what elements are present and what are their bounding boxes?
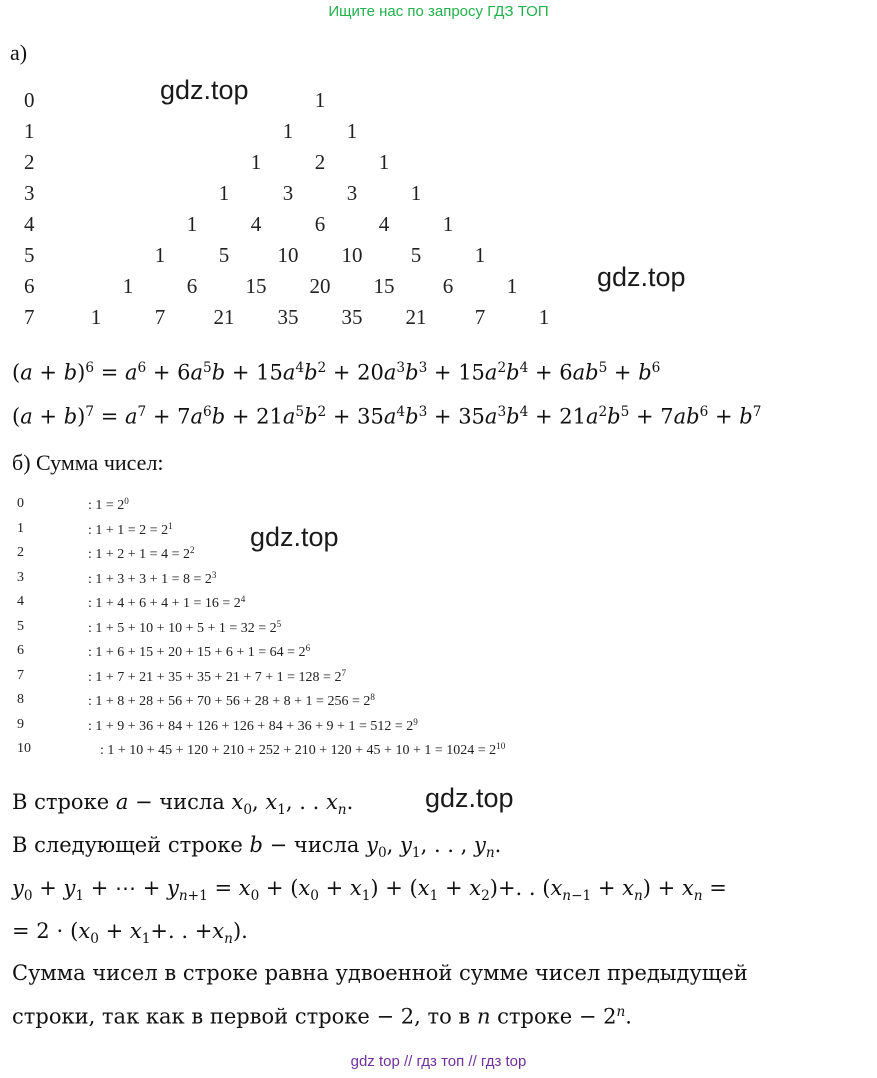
triangle-row-index: 2 xyxy=(24,150,35,174)
sum-row-index: 10 xyxy=(17,741,31,756)
sum-row-expression xyxy=(88,570,216,588)
triangle-row-index: 1 xyxy=(24,119,35,143)
watermark: gdz.top xyxy=(597,262,686,292)
sum-expression-text: : 1 + 5 + 10 + 10 + 5 + 1 = 32 = 2 xyxy=(88,620,277,636)
triangle-value: 5 xyxy=(410,243,422,267)
triangle-value: 35 xyxy=(341,305,363,329)
triangle-value: 7 xyxy=(474,305,486,329)
text-fragment: В следующей строке xyxy=(12,833,250,857)
triangle-row-index: 3 xyxy=(24,181,35,205)
triangle-row-index: 6 xyxy=(24,274,35,298)
triangle-row-index: 7 xyxy=(24,305,35,329)
sum-expression-text: : 1 + 7 + 21 + 35 + 35 + 21 + 7 + 1 = 128 = 2 xyxy=(88,669,342,685)
triangle-value: 4 xyxy=(250,212,262,236)
sum-row-index: 3 xyxy=(17,569,24,585)
triangle-row-index: 5 xyxy=(24,243,35,267)
triangle-row xyxy=(0,243,877,271)
triangle-row-index: 0 xyxy=(24,88,35,112)
triangle-value: 20 xyxy=(309,274,331,298)
watermark: gdz.top xyxy=(160,75,249,105)
triangle-value: 1 xyxy=(90,305,102,329)
conclusion-line-2: строки, так как в первой строке − 2, то в n строке − $2^n$. xyxy=(12,1004,632,1029)
triangle-row xyxy=(0,181,877,209)
sum-identity-line-1: $y_0 + y_1$ + ⋯ + $y_{n+1} = x_0 + (x_0 + x_1) + (x_1 + x_2)+$. . $(x_{n-1} + x_n) + x_n$ = xyxy=(12,876,727,904)
triangle-row xyxy=(0,150,877,178)
triangle-value: 6 xyxy=(442,274,454,298)
expansion-power-6: $(a + b)^6 = a^6 + 6a^5b + 15a^4b^2 + 20a^3b^3 + 15a^2b^4 + 6ab^5 + b^6$ xyxy=(12,360,661,385)
triangle-value: 6 xyxy=(186,274,198,298)
conclusion-line-1: Сумма чисел в строке равна удвоенной сумме чисел предыдущей xyxy=(12,961,748,985)
sum-row-expression xyxy=(88,594,245,612)
sum-exponent: 4 xyxy=(240,594,246,604)
watermark: gdz.top xyxy=(250,522,339,552)
triangle-row xyxy=(0,119,877,147)
sum-expression-text: : 1 + 6 + 15 + 20 + 15 + 6 + 1 = 64 = 2 xyxy=(88,645,306,660)
triangle-value: 3 xyxy=(346,181,358,205)
sum-exponent: 8 xyxy=(370,692,375,702)
triangle-value: 1 xyxy=(410,181,422,205)
sum-row-expression xyxy=(88,521,173,539)
sum-row-expression xyxy=(88,496,129,514)
sum-exponent: 9 xyxy=(413,716,418,727)
triangle-value: 7 xyxy=(154,305,166,329)
sum-row-expression xyxy=(88,668,346,686)
triangle-value: 1 xyxy=(538,305,550,329)
sum-expression-text: : 1 + 4 + 6 + 4 + 1 = 16 = 2 xyxy=(88,596,241,611)
triangle-value: 21 xyxy=(213,305,235,329)
triangle-value: 1 xyxy=(250,150,262,174)
triangle-value: 1 xyxy=(314,88,326,112)
sum-exponent: 3 xyxy=(211,569,217,580)
sum-expression-text: : 1 + 10 + 45 + 120 + 210 + 252 + 210 + 120 + 45 + 10 + 1 = 1024 = 2 xyxy=(100,743,497,758)
sum-expression-text: : 1 = 2 xyxy=(88,498,125,513)
text-line-row-a: В строке a − числа $x_0$, $x_1$, . . $x_n$. xyxy=(12,790,354,818)
sum-identity-line-2: = $2 \cdot (x_0 + x_1+$. . $+x_n$). xyxy=(12,919,248,947)
sum-expression-text: : 1 + 2 + 1 = 4 = 2 xyxy=(88,547,190,562)
sum-exponent: 1 xyxy=(168,520,173,531)
sum-exponent: 7 xyxy=(341,667,346,678)
triangle-row-index: 4 xyxy=(24,212,35,236)
sum-row-index: 7 xyxy=(17,667,24,683)
text-line-row-b: В следующей строке b − числа $y_0$, $y_1$, . . , $y_n$. xyxy=(12,833,502,861)
sum-row-expression xyxy=(88,692,375,710)
expansion-power-7: $(a + b)^7 = a^7 + 7a^6b + 21a^5b^2 + 35a^4b^3 + 35a^3b^4 + 21a^2b^5 + 7ab^6 + b^7$ xyxy=(12,404,762,429)
part-b-label: б) Сумма чисел: xyxy=(12,450,164,475)
sum-row-expression xyxy=(88,643,310,661)
sum-exponent: 0 xyxy=(124,496,129,506)
bottom-banner: gdz top // гдз топ // гдз top xyxy=(350,1053,527,1070)
triangle-value: 1 xyxy=(154,243,166,267)
sum-row-index: 5 xyxy=(17,618,24,634)
triangle-row xyxy=(0,305,877,333)
text-fragment: строке − 2 xyxy=(490,1004,617,1029)
part-a-label: а) xyxy=(10,40,28,65)
sum-row-expression xyxy=(100,741,505,759)
triangle-value: 1 xyxy=(186,212,198,236)
triangle-value: 15 xyxy=(245,274,267,298)
triangle-value: 1 xyxy=(282,119,294,143)
text-fragment: − числа xyxy=(262,833,367,857)
triangle-value: 3 xyxy=(282,181,294,205)
triangle-value: 5 xyxy=(218,243,230,267)
sum-row-index: 6 xyxy=(17,643,24,658)
sum-expression-text: : 1 + 3 + 3 + 1 = 8 = 2 xyxy=(88,571,212,587)
sum-row-index: 2 xyxy=(17,545,24,560)
triangle-row xyxy=(0,212,877,240)
sum-row-index: 4 xyxy=(17,594,24,609)
triangle-value: 10 xyxy=(341,243,363,267)
triangle-value: 15 xyxy=(373,274,395,298)
sum-row-index: 8 xyxy=(17,692,24,707)
triangle-value: 10 xyxy=(277,243,299,267)
triangle-value: 1 xyxy=(378,150,390,174)
triangle-value: 1 xyxy=(442,212,454,236)
text-fragment: − числа xyxy=(128,790,232,814)
sum-exponent: 2 xyxy=(189,545,195,555)
sum-row-index: 0 xyxy=(17,496,24,511)
triangle-value: 4 xyxy=(378,212,390,236)
triangle-value: 1 xyxy=(122,274,134,298)
triangle-value: 21 xyxy=(405,305,427,329)
triangle-value: 2 xyxy=(314,150,326,174)
sum-expression-text: : 1 + 1 = 2 = 2 xyxy=(88,522,169,538)
triangle-value: 1 xyxy=(218,181,230,205)
sum-row-expression xyxy=(88,545,195,563)
text-fragment: строки, так как в первой строке − 2, то в xyxy=(12,1004,477,1029)
triangle-value: 1 xyxy=(346,119,358,143)
triangle-value: 1 xyxy=(506,274,518,298)
triangle-value: 35 xyxy=(277,305,299,329)
triangle-row xyxy=(0,274,877,302)
triangle-value: 1 xyxy=(474,243,486,267)
sum-expression-text: : 1 + 8 + 28 + 56 + 70 + 56 + 28 + 8 + 1 = 256 = 2 xyxy=(88,694,371,709)
sum-expression-text: : 1 + 9 + 36 + 84 + 126 + 126 + 84 + 36 + 9 + 1 = 512 = 2 xyxy=(88,718,414,734)
sum-exponent: 6 xyxy=(305,643,311,653)
sum-row-index: 9 xyxy=(17,716,24,732)
sum-exponent: 10 xyxy=(496,741,506,751)
triangle-value: 6 xyxy=(314,212,326,236)
sum-row-index: 1 xyxy=(17,520,24,536)
sum-exponent: 5 xyxy=(276,618,282,629)
text-fragment: В строке xyxy=(12,790,116,814)
sum-row-expression xyxy=(88,717,418,735)
triangle-row xyxy=(0,88,877,116)
watermark: gdz.top xyxy=(425,783,514,813)
sum-row-expression xyxy=(88,619,281,637)
top-banner: Ищите нас по запросу ГДЗ ТОП xyxy=(328,3,549,20)
